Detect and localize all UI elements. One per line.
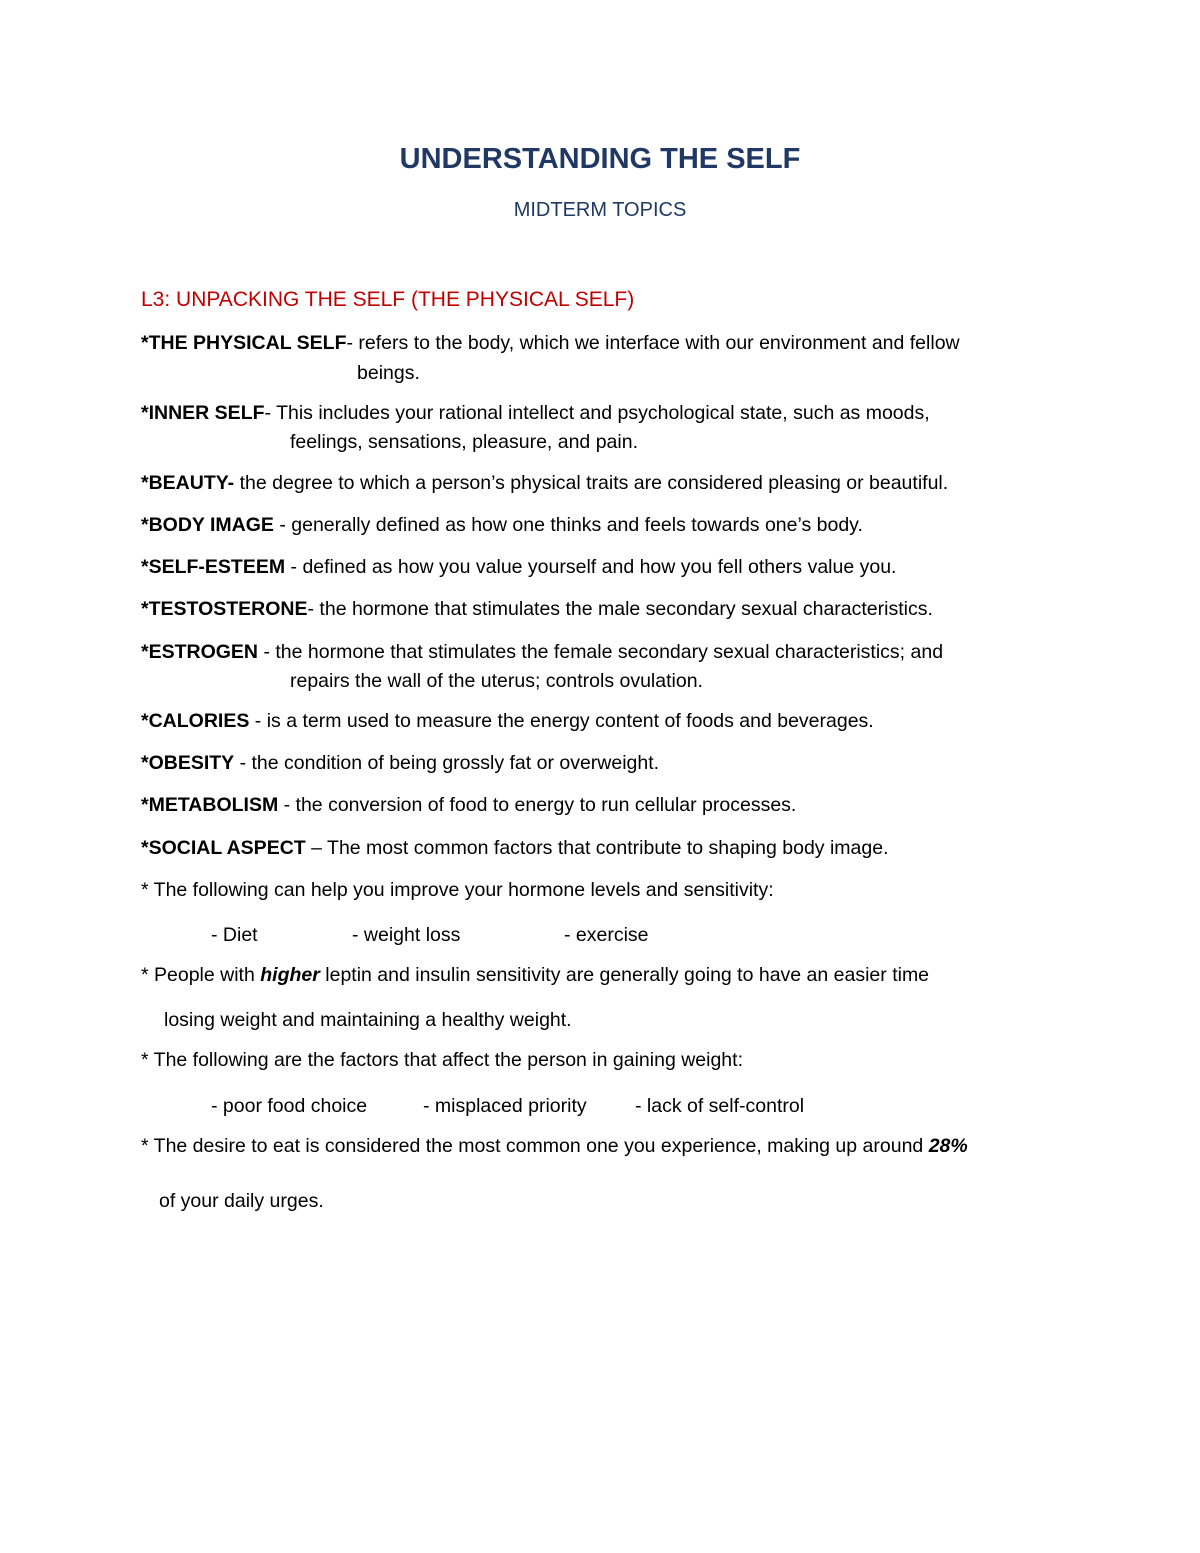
weight-item-food-choice: - poor food choice [211, 1095, 368, 1117]
document-title: UNDERSTANDING THE SELF [399, 143, 801, 175]
term-physical-self-cont: beings. [357, 362, 420, 384]
term-obesity: *OBESITY - the condition of being grossly fat or overweight. [141, 752, 660, 774]
hormone-item-weight-loss: - weight loss [352, 924, 461, 946]
section-heading: L3: UNPACKING THE SELF (THE PHYSICAL SELF) [141, 288, 635, 311]
weight-item-self-control: - lack of self-control [635, 1095, 805, 1117]
leptin-note-cont: losing weight and maintaining a healthy weight. [164, 1009, 572, 1031]
hormone-item-diet: - Diet [211, 924, 258, 946]
term-inner-self: *INNER SELF- This includes your rational intellect and psychological state, such as moods, [141, 402, 930, 424]
eat-note-cont: of your daily urges. [159, 1190, 324, 1212]
hormone-item-exercise: - exercise [564, 924, 649, 946]
term-physical-self: *THE PHYSICAL SELF- refers to the body, which we interface with our environment and fellow [141, 332, 960, 354]
term-metabolism: *METABOLISM - the conversion of food to energy to run cellular processes. [141, 794, 797, 816]
term-estrogen-cont: repairs the wall of the uterus; controls ovulation. [290, 670, 703, 692]
term-inner-self-cont: feelings, sensations, pleasure, and pain. [290, 431, 638, 453]
term-self-esteem: *SELF-ESTEEM - defined as how you value yourself and how you fell others value you. [141, 556, 897, 578]
term-body-image: *BODY IMAGE - generally defined as how one thinks and feels towards one’s body. [141, 514, 863, 536]
term-social-aspect: *SOCIAL ASPECT – The most common factors that contribute to shaping body image. [141, 837, 889, 859]
term-calories: *CALORIES - is a term used to measure the energy content of foods and beverages. [141, 710, 874, 732]
weight-intro: * The following are the factors that affect the person in gaining weight: [141, 1049, 743, 1071]
term-testosterone: *TESTOSTERONE- the hormone that stimulates the male secondary sexual characteristics. [141, 598, 933, 620]
weight-item-priority: - misplaced priority [423, 1095, 587, 1117]
hormone-intro: * The following can help you improve your hormone levels and sensitivity: [141, 879, 774, 901]
leptin-note: * People with higher leptin and insulin sensitivity are generally going to have an easier time [141, 964, 930, 986]
document-subtitle: MIDTERM TOPICS [513, 199, 687, 221]
term-beauty: *BEAUTY- the degree to which a person’s physical traits are considered pleasing or beautiful. [141, 472, 949, 494]
eat-note: * The desire to eat is considered the most common one you experience, making up around 28% [141, 1135, 968, 1157]
term-estrogen: *ESTROGEN - the hormone that stimulates the female secondary sexual characteristics; and [141, 641, 944, 663]
